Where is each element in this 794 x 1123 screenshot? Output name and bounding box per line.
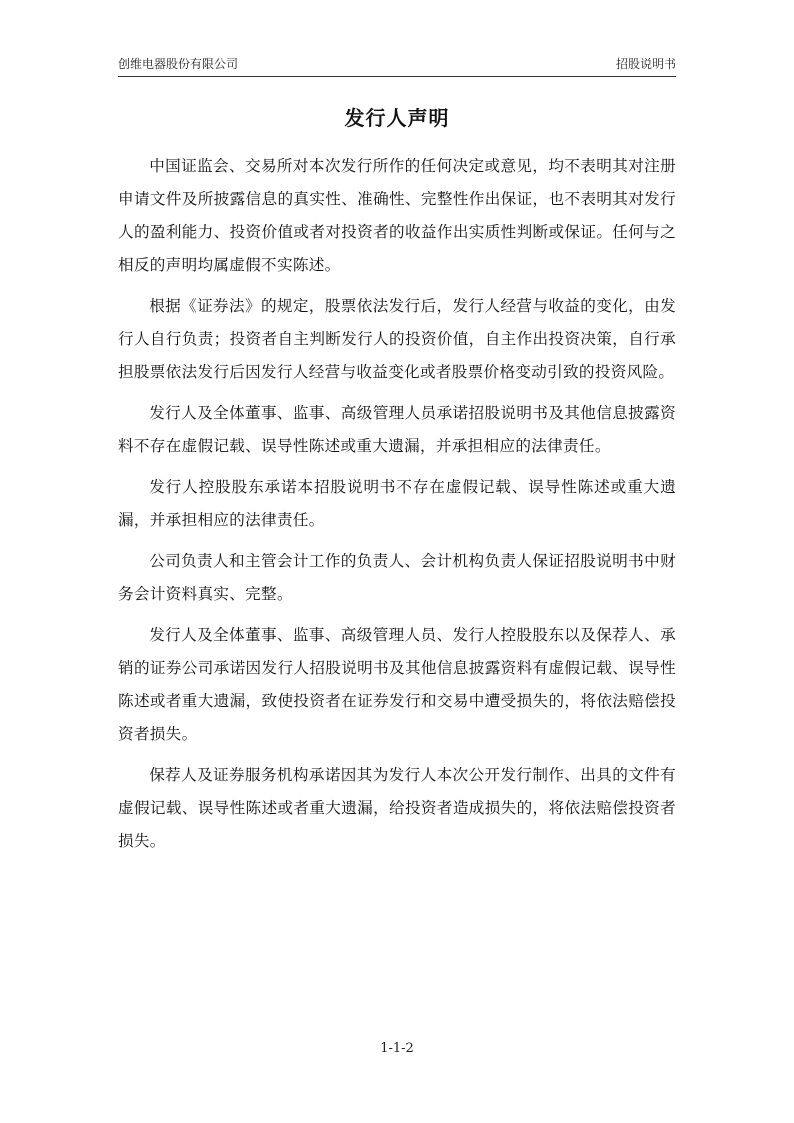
paragraph-7: 保荐人及证券服务机构承诺因其为发行人本次公开发行制作、出具的文件有虚假记载、误导性陈述或者重大遗漏，给投资者造成损失的，将依法赔偿投资者损失。	[118, 766, 676, 850]
paragraph-2: 根据《证券法》的规定，股票依法发行后，发行人经营与收益的变化，由发行人自行负责；投资者自主判断发行人的投资价值，自主作出投资决策，自行承担股票依法发行后因发行人经营与收益变化或者股票价格变动引致的投资风险。	[118, 297, 676, 381]
paragraph-5: 公司负责人和主管会计工作的负责人、会计机构负责人保证招股说明书中财务会计资料真实、完整。	[118, 552, 676, 603]
paragraph-1: 中国证监会、交易所对本次发行所作的任何决定或意见，均不表明其对注册申请文件及所披露信息的真实性、准确性、完整性作出保证，也不表明其对发行人的盈利能力、投资价值或者对投资者的收益作出实质性判断或保证。任何与之相反的声明均属虚假不实陈述。	[118, 157, 676, 274]
header-divider	[118, 76, 676, 77]
paragraph-4: 发行人控股股东承诺本招股说明书不存在虚假记载、误导性陈述或重大遗漏，并承担相应的法律责任。	[118, 478, 676, 529]
page-number: 1-1-2	[380, 1041, 414, 1056]
page-title: 发行人声明	[344, 106, 450, 130]
paragraph-3: 发行人及全体董事、监事、高级管理人员承诺招股说明书及其他信息披露资料不存在虚假记载、误导性陈述或重大遗漏，并承担相应的法律责任。	[118, 404, 676, 455]
page-header	[118, 56, 676, 76]
header-document-type: 招股说明书	[615, 57, 676, 71]
statement-body	[118, 150, 676, 866]
paragraph-6: 发行人及全体董事、监事、高级管理人员、发行人控股股东以及保荐人、承销的证券公司承诺因发行人招股说明书及其他信息披露资料有虚假记载、误导性陈述或者重大遗漏，致使投资者在证券发行和交易中遭受损失的，将依法赔偿投资者损失。	[118, 626, 676, 743]
header-company-name: 创维电器股份有限公司	[118, 57, 239, 71]
